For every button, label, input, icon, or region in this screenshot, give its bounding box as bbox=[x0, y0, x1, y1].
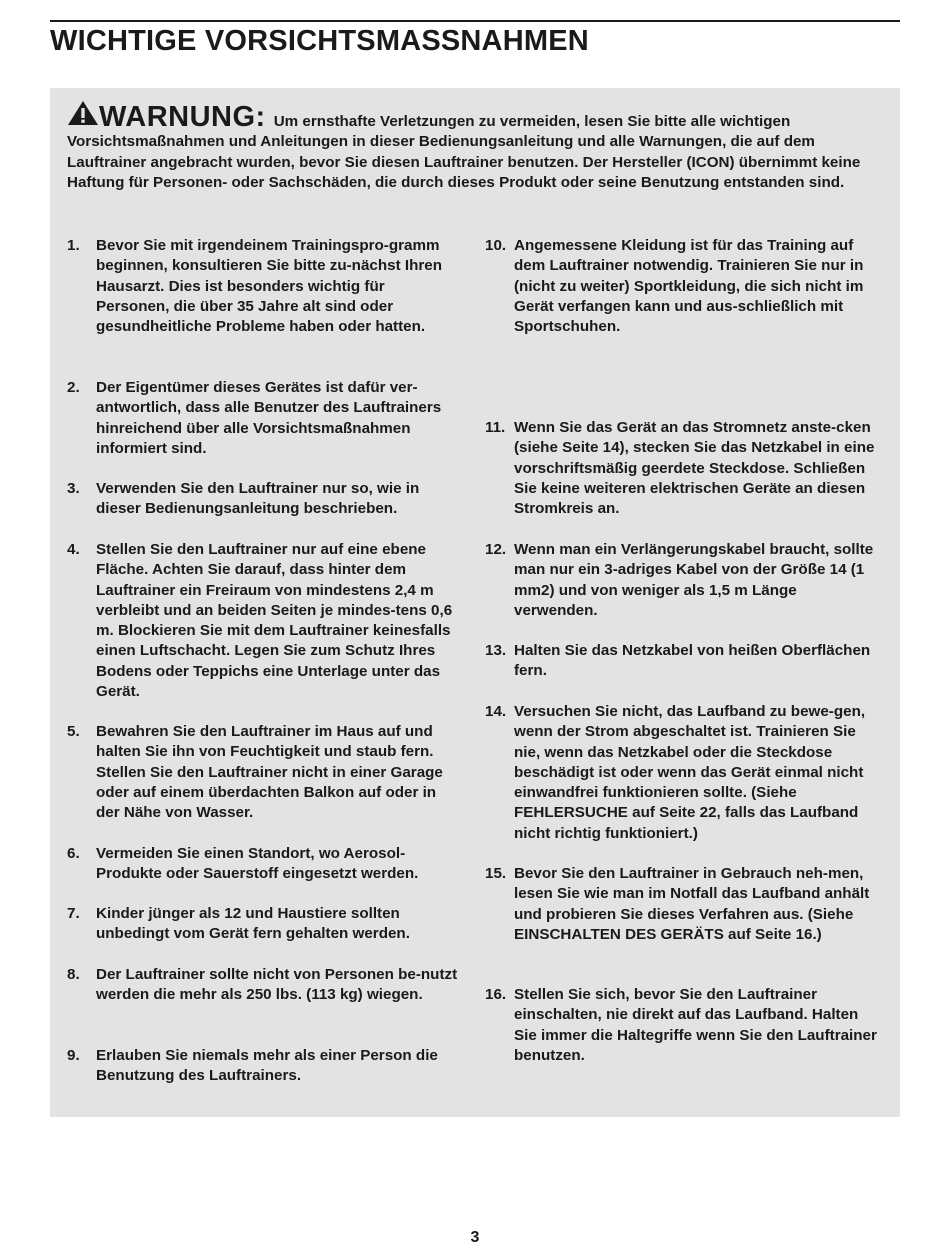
item-text: Wenn man ein Verlängerungskabel braucht, sollte man nur ein 3-adriges Kabel von der Größe 14 (1 mm2) und von weniger als 1,5 m Länge verwenden. bbox=[514, 541, 874, 619]
item-number: 9. bbox=[67, 1047, 80, 1064]
item-text: Wenn Sie das Gerät an das Stromnetz anste-cken (siehe Seite 14), stecken Sie das Netzkabel in eine vorschriftsmäßig geerdete Steckdose. Schließen Sie keine weiteren elektrischen Geräte an diesen Stromkreis an. bbox=[514, 419, 875, 518]
item-number: 10. bbox=[485, 237, 507, 254]
warning-panel bbox=[50, 88, 900, 1117]
item-text: Der Eigentümer dieses Gerätes ist dafür ver-antwortlich, dass alle Benutzer des Lauftrainers hinreichend über alle Vorsichtsmaßnahmen informiert sind. bbox=[96, 379, 442, 457]
list-item bbox=[485, 702, 880, 844]
item-number: 8. bbox=[67, 966, 80, 983]
list-item bbox=[67, 722, 462, 823]
list-item bbox=[485, 418, 880, 519]
item-number: 14. bbox=[485, 703, 507, 720]
list-item bbox=[67, 540, 462, 702]
item-text: Angemessene Kleidung ist für das Training auf dem Lauftrainer notwendig. Trainieren Sie nur in (nicht zu weiter) Sportkleidung, die sich nicht im Gerät verfangen kann und aus-schließlich mit Sportschuhen. bbox=[514, 237, 864, 336]
item-number: 7. bbox=[67, 905, 80, 922]
item-number: 11. bbox=[485, 419, 506, 436]
item-text: Bevor Sie den Lauftrainer in Gebrauch neh-men, lesen Sie wie man im Notfall das Laufband anhält und probieren Sie dieses Verfahren aus. (Siehe EINSCHALTEN DES GERÄTS auf Seite 16.) bbox=[514, 865, 870, 943]
list-item bbox=[485, 641, 880, 682]
item-number: 2. bbox=[67, 379, 80, 396]
list-item bbox=[67, 378, 462, 459]
item-number: 12. bbox=[485, 541, 507, 558]
item-text: Verwenden Sie den Lauftrainer nur so, wie in dieser Bedienungsanleitung beschrieben. bbox=[96, 480, 420, 518]
top-rule bbox=[50, 20, 900, 22]
item-text: Kinder jünger als 12 und Haustiere sollten unbedingt vom Gerät fern gehalten werden. bbox=[96, 905, 410, 943]
list-item bbox=[67, 479, 462, 520]
item-text: Stellen Sie den Lauftrainer nur auf eine ebene Fläche. Achten Sie darauf, dass hinter dem Lauftrainer ein Freiraum von mindestens 2,4 m verbleibt und an beiden Seiten je mindes-tens 0,6 m. Blockieren Sie mit dem Lauftrainer keinesfalls einen Luftschacht. Legen Sie zum Schutz Ihres Bodens oder Teppichs eine Unterlage unter das Gerät. bbox=[96, 541, 453, 701]
list-item bbox=[67, 844, 462, 885]
page-number: 3 bbox=[470, 1229, 480, 1246]
warning-triangle-icon bbox=[67, 100, 99, 126]
item-text: Erlauben Sie niemals mehr als einer Person die Benutzung des Lauftrainers. bbox=[96, 1047, 438, 1085]
list-item bbox=[485, 540, 880, 621]
item-number: 5. bbox=[67, 723, 80, 740]
item-text: Bevor Sie mit irgendeinem Trainingspro-gramm beginnen, konsultieren Sie bitte zu-nächst Ihren Hausarzt. Dies ist besonders wichtig für Personen, die über 35 Jahre alt sind oder gesundheitliche Probleme haben oder hatten. bbox=[96, 237, 442, 336]
item-text: Versuchen Sie nicht, das Laufband zu bewe-gen, wenn der Strom abgeschaltet ist. Trainieren Sie nie, wenn das Netzkabel oder die Steckdose beschädigt ist oder wenn das Gerät einmal nicht einwandfrei funktionieren sollte. (Siehe FEHLERSUCHE auf Seite 22, falls das Laufband nicht richtig funktioniert.) bbox=[514, 703, 866, 842]
item-number: 15. bbox=[485, 865, 507, 882]
item-number: 1. bbox=[67, 237, 80, 254]
list-item bbox=[67, 904, 462, 945]
item-number: 6. bbox=[67, 845, 80, 862]
item-text: Halten Sie das Netzkabel von heißen Oberflächen fern. bbox=[514, 642, 871, 680]
item-text: Der Lauftrainer sollte nicht von Personen be-nutzt werden die mehr als 250 lbs. (113 kg) wiegen. bbox=[96, 966, 458, 1004]
warning-heading-group bbox=[67, 100, 274, 133]
list-item bbox=[485, 864, 880, 945]
list-item bbox=[485, 236, 880, 337]
page-title: WICHTIGE VORSICHTSMASSNAHMEN bbox=[50, 25, 589, 57]
list-item bbox=[67, 236, 462, 337]
list-item bbox=[67, 965, 462, 1006]
item-number: 3. bbox=[67, 480, 80, 497]
warning-paragraph bbox=[67, 100, 872, 193]
item-text: Bewahren Sie den Lauftrainer im Haus auf und halten Sie ihn von Feuchtigkeit und staub fern. Stellen Sie den Lauftrainer nicht in einer Garage oder auf einem überdachten Balkon auf oder in der Nähe von Wasser. bbox=[96, 723, 443, 822]
item-text: Stellen Sie sich, bevor Sie den Lauftrainer einschalten, nie direkt auf das Laufband. Halten Sie immer die Haltegriffe wenn Sie den Lauftrainer benutzen. bbox=[514, 986, 877, 1064]
item-number: 4. bbox=[67, 541, 80, 558]
item-text: Vermeiden Sie einen Standort, wo Aerosol-Produkte oder Sauerstoff eingesetzt werden. bbox=[96, 845, 419, 883]
warning-text: Um ernsthafte Verletzungen zu vermeiden, lesen Sie bitte alle wichtigen Vorsichtsmaßnahmen und Anleitungen in dieser Bedienungsanleitung und alle Warnungen, die auf dem Lauftrainer angebracht wurden, bevor Sie diesen Lauftrainer benutzen. Der Hersteller (ICON) übernimmt keine Haftung für Personen- oder Sachschäden, die durch dieses Produkt oder seine Benutzung entstanden sind. bbox=[67, 113, 861, 191]
list-item bbox=[67, 1046, 462, 1087]
list-item bbox=[485, 985, 880, 1066]
item-number: 13. bbox=[485, 642, 507, 659]
warning-heading: WARNUNG: bbox=[99, 101, 266, 133]
item-number: 16. bbox=[485, 986, 507, 1003]
